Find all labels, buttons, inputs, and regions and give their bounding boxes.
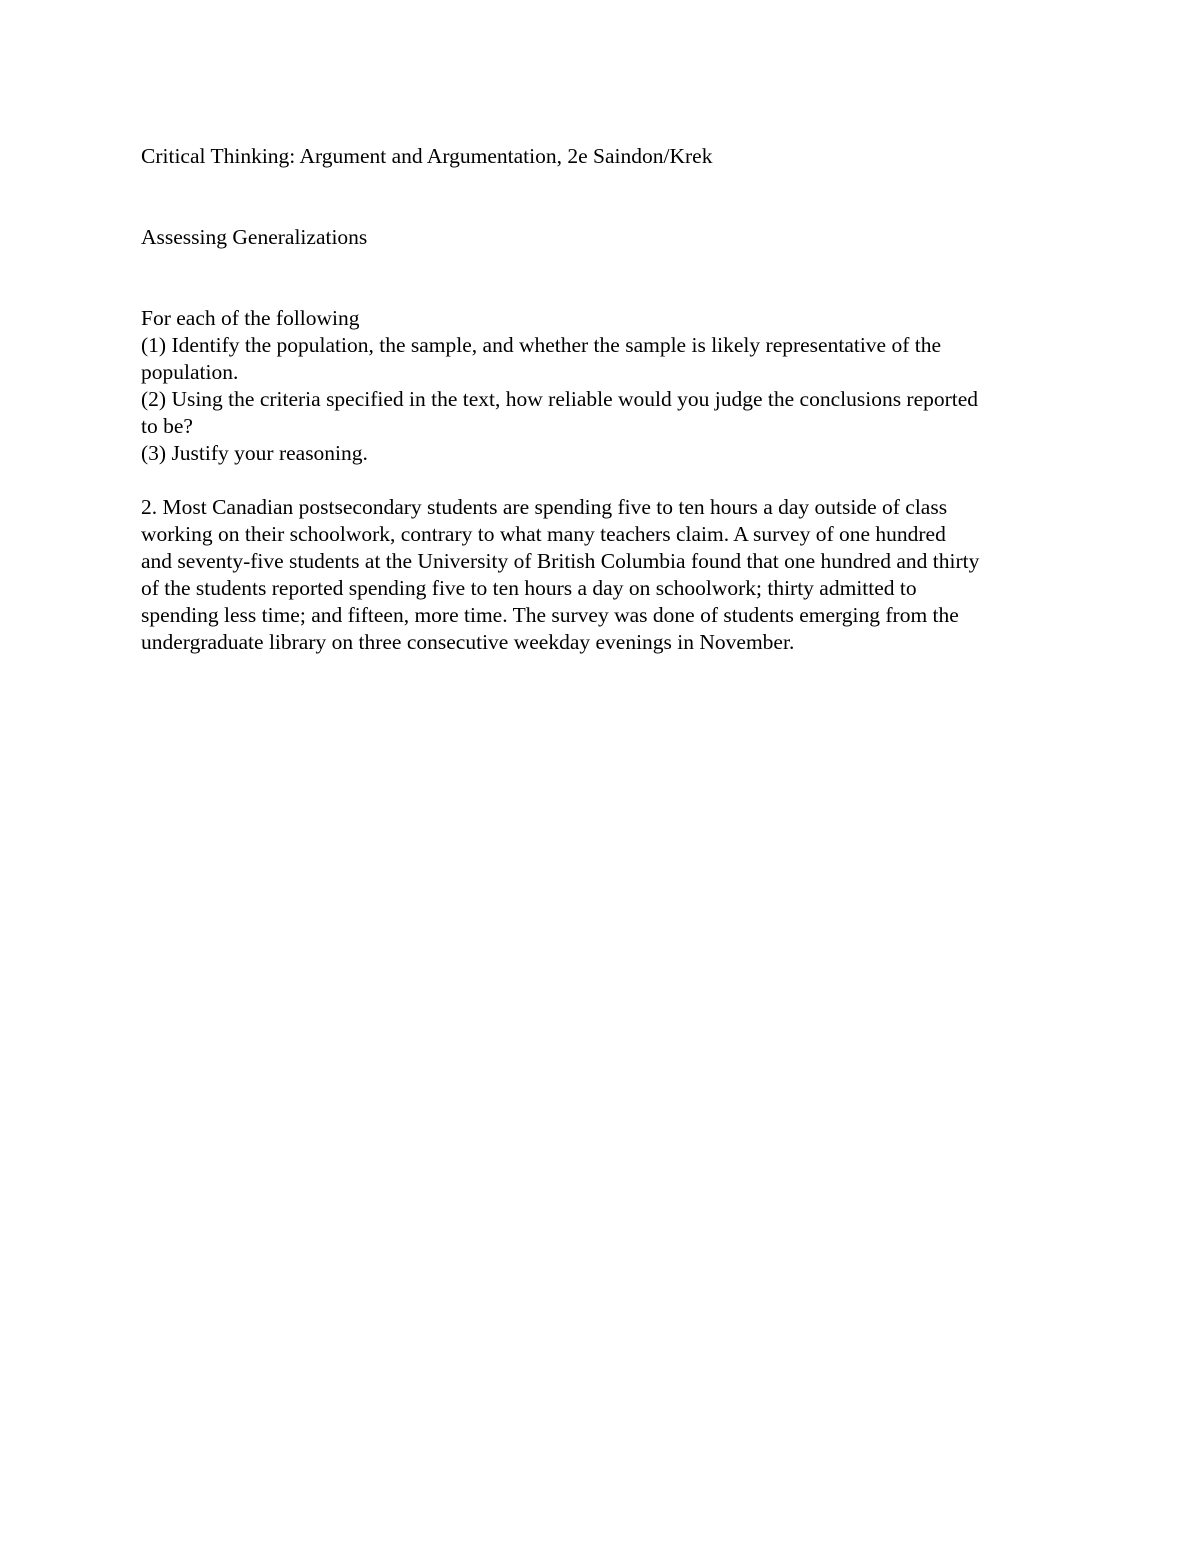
instruction-item-2-line-1: (2) Using the criteria specified in the text, how reliable would you judge the conclusions reported: [141, 387, 979, 411]
question-paragraph: [141, 494, 1071, 656]
question-line: undergraduate library on three consecutive weekday evenings in November.: [141, 630, 795, 654]
question-line: of the students reported spending five to ten hours a day on schoolwork; thirty admitted to: [141, 576, 917, 600]
instructions-block: [141, 305, 1071, 467]
instruction-item-1-line-2: population.: [141, 360, 239, 384]
question-line: spending less time; and fifteen, more time. The survey was done of students emerging from the: [141, 603, 959, 627]
question-line: working on their schoolwork, contrary to what many teachers claim. A survey of one hundred: [141, 522, 946, 546]
document-header: [141, 143, 1071, 170]
instruction-item-1-line-1: (1) Identify the population, the sample, and whether the sample is likely representative of the: [141, 333, 942, 357]
question-line: 2. Most Canadian postsecondary students are spending five to ten hours a day outside of class: [141, 495, 948, 519]
instruction-item-2-line-2: to be?: [141, 414, 193, 438]
section-title: [141, 224, 1071, 251]
section-title-text: Assessing Generalizations: [141, 225, 368, 249]
question-line: and seventy-five students at the University of British Columbia found that one hundred and thirty: [141, 549, 980, 573]
instruction-item-3-line-1: (3) Justify your reasoning.: [141, 441, 368, 465]
header-text: Critical Thinking: Argument and Argumentation, 2e Saindon/Krek: [141, 144, 713, 168]
instructions-intro: For each of the following: [141, 306, 360, 330]
